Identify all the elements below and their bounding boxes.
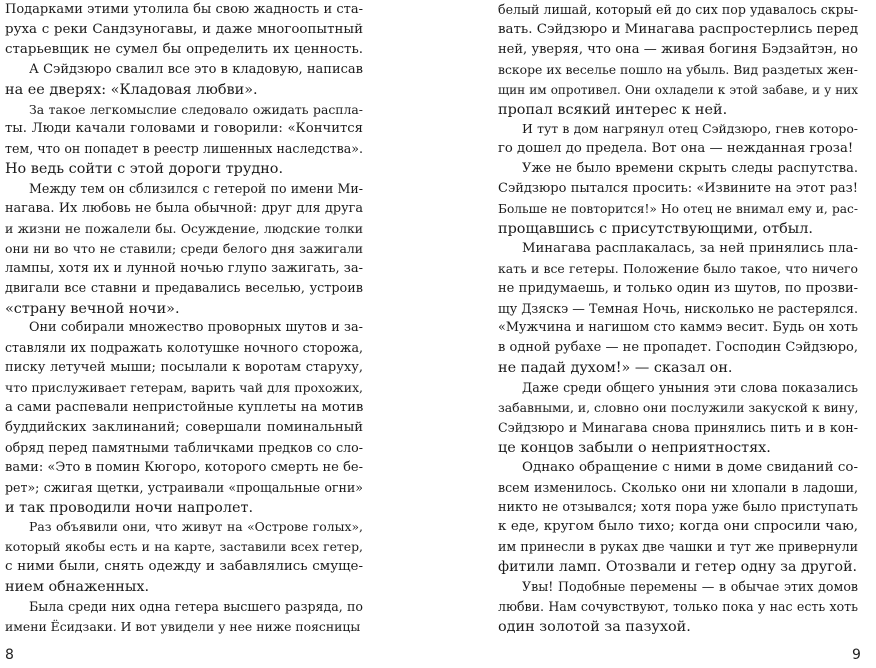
text-line: белый лишай, который ей до сих пор удавалось скры- <box>498 2 858 17</box>
text-line: Но ведь сойти с этой дороги трудно. <box>5 161 284 178</box>
right-page <box>438 0 876 668</box>
text-line: Минагава расплакалась, за ней принялись пла- <box>522 240 858 256</box>
text-line: к еде, кругом было тихо; когда они спросили чаю, <box>498 519 858 535</box>
text-line: фитили ламп. Отозвали и гетер одну за другой. <box>498 559 858 576</box>
page-number-left: 8 <box>5 647 14 663</box>
text-line: Подарками этими утолила бы свою жадность и ста- <box>5 2 363 17</box>
text-line: Была среди них одна гетера высшего разряда, по <box>29 599 363 614</box>
text-line: А Сэйдзюро свалил все это в кладовую, написав <box>29 61 363 77</box>
text-line: «Мужчина и нагишом сто каммэ весит. Будь он хоть <box>498 320 858 336</box>
text-line: це концов забыли о неприятностях. <box>498 439 771 456</box>
text-line: прощавшись с присутствующими, отбыл. <box>498 220 813 237</box>
text-line: кать и все гетеры. Положение было такое, что ничего <box>498 260 858 276</box>
text-line: старьевщик не сумел бы определить их ценность. <box>5 41 363 57</box>
text-line: они ни во что не ставили; среди белого дня зажигали <box>5 240 363 256</box>
text-line: Сэйдзюро и Минагава снова принялись пить и в кон- <box>498 419 858 435</box>
text-line: «страну вечной ночи». <box>5 300 180 317</box>
text-line: Между тем он сблизился с гетерой по имени Ми- <box>29 181 363 197</box>
text-line: имени Ёсидзаки. И вот увидели у нее ниже поясницы <box>5 618 361 634</box>
text-line: Сэйдзюро пытался просить: «Извините на этот раз! <box>498 181 858 197</box>
text-line: И тут в дом нагрянул отец Сэйдзюро, гнев которо- <box>522 121 858 137</box>
page-number-right: 9 <box>852 647 861 663</box>
text-line: пропал всякий интерес к ней. <box>498 101 728 118</box>
text-line: Уже не было времени скрыть следы распутства. <box>522 161 858 177</box>
text-line: Увы! Подобные перемены — в обычае этих домов <box>522 579 858 595</box>
text-line: один золотой за пазухой. <box>498 618 691 635</box>
text-line: буддийских заклинаний; совершали поминальный <box>5 419 363 435</box>
text-line: Больше не повторится!» Но отец не внимал ему и, рас- <box>498 202 858 216</box>
text-line: Даже среди общего уныния эти слова показались <box>522 380 858 396</box>
text-line: любви. Нам сочувствуют, только пока у нас есть хоть <box>498 599 858 614</box>
text-line: что прислуживает гетерам, варить чай для прохожих, <box>5 380 363 396</box>
text-line: и так проводили ночи напролет. <box>5 499 254 516</box>
text-line: на ее дверях: «Кладовая любви». <box>5 81 258 98</box>
text-line: Они собирали множество проворных шутов и за- <box>29 320 363 336</box>
text-line: рет»; сжигая щетки, устраивали «прощальные огни» <box>5 479 363 495</box>
text-line: обряд перед памятными табличками предков со сло- <box>5 439 363 455</box>
text-line: вскоре их веселье пошло на убыль. Вид раздетых жен- <box>498 61 858 77</box>
text-line: не придумаешь, и только один из шутов, по прозви- <box>498 280 858 296</box>
text-line: забавными, и, словно они послужили закуской к вину, <box>498 400 859 415</box>
text-line: никто не отзывался; хотя пора уже было приступать <box>498 499 858 515</box>
text-line: го дошел до предела. Вот она — нежданная гроза! <box>498 141 854 157</box>
text-line: всем изменилось. Сколько они ни хлопали в ладоши, <box>498 479 858 495</box>
text-line: лампы, хотя их и лунной ночью глупо зажигать, за- <box>5 260 363 276</box>
text-line: щу Дзяскэ — Темная Ночь, нисколько не растерялся. <box>498 300 858 316</box>
text-line: писку летучей мыши; посылали к воротам старуху, <box>5 360 363 376</box>
text-line: двигали все ставни и предавались веселью, устроив <box>5 280 363 296</box>
text-line: не падай духом!» — сказал он. <box>498 360 733 377</box>
text-line: и жизни не пожалели бы. Осуждение, людские толки <box>5 220 363 236</box>
text-line: тем, что он попадет в реестр лишенных наследства». <box>5 141 363 157</box>
text-line: ней, уверяя, что она — живая богиня Бэдзайтэн, но <box>498 41 858 57</box>
text-line: вами: «Это в помин Кюгоро, которого смерть не бе- <box>5 459 363 475</box>
text-line: вать. Сэйдзюро и Минагава распростерлись перед <box>498 21 859 37</box>
text-line: нием обнаженных. <box>5 579 150 596</box>
text-line: им принесли в руках две чашки и тут же привернули <box>498 539 858 555</box>
text-line: нагава. Их любовь не была обычной: друг для друга <box>5 201 363 216</box>
text-line: щин им опротивел. Они охладели к этой забаве, и у них <box>498 82 858 97</box>
text-line: Раз объявили они, что живут на «Острове голых», <box>29 519 363 535</box>
text-line: а сами распевали непристойные куплеты на мотив <box>5 400 364 415</box>
text-line: руха с реки Сандзуногавы, и даже многоопытный <box>5 21 363 37</box>
text-line: ты. Люди качали головами и говорили: «Кончится <box>5 121 363 137</box>
text-line: который якобы есть и на карте, заставили всех гетер, <box>5 539 363 555</box>
text-line: ставляли их подражать колотушке ночного сторожа, <box>5 340 363 356</box>
text-line: За такое легкомыслие следовало ожидать распла- <box>29 101 363 117</box>
text-line: в одной рубахе — не пропадет. Господин Сэйдзюро, <box>498 340 858 356</box>
text-line: с ними были, снять одежду и забавлялись смуще- <box>5 559 363 575</box>
text-line: Однако обращение с ними в доме свиданий со- <box>522 459 858 475</box>
